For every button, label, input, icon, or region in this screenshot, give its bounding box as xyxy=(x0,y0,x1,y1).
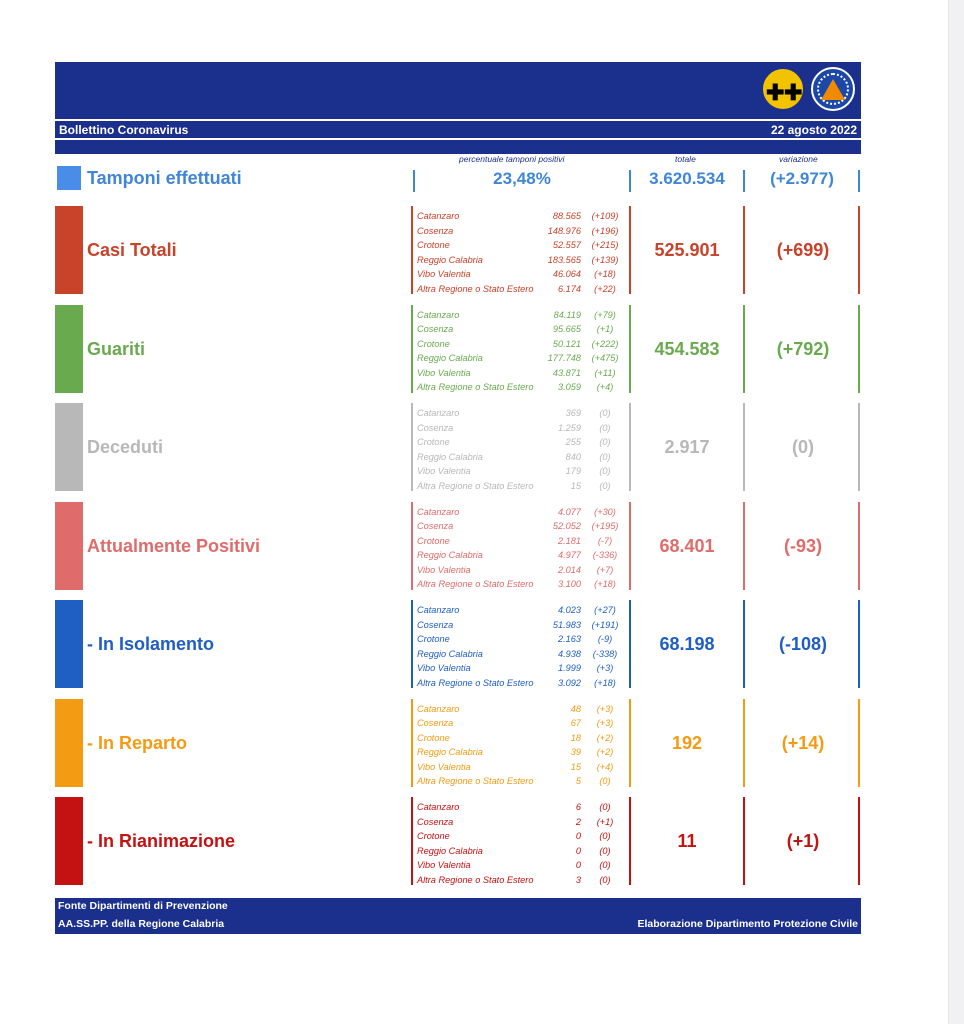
province-value: 3.100 xyxy=(558,579,581,589)
province-row xyxy=(411,800,631,815)
province-delta: (+1) xyxy=(596,324,614,334)
province-name: Cosenza xyxy=(417,324,454,334)
province-name: Vibo Valentia xyxy=(417,564,471,575)
province-delta: (+11) xyxy=(594,367,616,378)
province-row xyxy=(411,676,631,691)
category-color-bar xyxy=(55,600,83,688)
divider xyxy=(858,206,860,294)
province-value: 3.059 xyxy=(558,382,581,392)
category-row xyxy=(55,699,861,787)
province-value: 183.565 xyxy=(547,254,581,265)
province-row xyxy=(411,716,631,731)
province-name: Reggio Calabria xyxy=(417,845,483,856)
province-row xyxy=(411,844,631,859)
province-value: 177.748 xyxy=(547,353,581,363)
province-delta: (0) xyxy=(599,845,611,856)
bulletin-sheet xyxy=(55,62,861,930)
sub-bar xyxy=(55,138,861,154)
province-row xyxy=(411,479,631,494)
province-delta: (+195) xyxy=(591,521,619,531)
province-delta: (+27) xyxy=(594,605,616,615)
province-name: Reggio Calabria xyxy=(417,353,483,363)
province-delta: (+7) xyxy=(596,564,614,575)
province-delta: (+18) xyxy=(594,677,616,688)
province-row xyxy=(411,873,631,888)
bulletin-date: 22 agosto 2022 xyxy=(770,122,857,137)
category-label: - In Isolamento xyxy=(87,634,215,654)
province-name: Catanzaro xyxy=(417,802,460,812)
province-delta: (0) xyxy=(599,422,611,433)
province-value: 148.976 xyxy=(547,225,581,236)
province-name: Vibo Valentia xyxy=(417,269,471,279)
province-name: Cosenza xyxy=(417,422,454,433)
header-banner xyxy=(55,62,861,119)
province-row xyxy=(411,464,631,479)
province-row xyxy=(411,647,631,662)
footer xyxy=(55,898,861,934)
province-row xyxy=(411,380,631,395)
province-breakdown xyxy=(411,406,631,493)
province-delta: (0) xyxy=(599,776,611,786)
province-value: 50.121 xyxy=(552,338,581,349)
province-delta: (0) xyxy=(599,831,611,841)
divider xyxy=(858,797,860,885)
category-color-bar xyxy=(55,403,83,491)
province-name: Reggio Calabria xyxy=(417,451,483,462)
province-value: 6 xyxy=(575,802,581,812)
province-value: 179 xyxy=(565,466,581,476)
province-delta: (-336) xyxy=(592,550,618,560)
province-row xyxy=(411,702,631,717)
province-name: Crotone xyxy=(417,732,450,743)
province-row xyxy=(411,548,631,563)
province-row xyxy=(411,603,631,618)
title-bar xyxy=(55,119,861,138)
province-name: Crotone xyxy=(417,831,450,841)
province-row xyxy=(411,577,631,592)
footer-authority: AA.SS.PP. della Regione Calabria xyxy=(58,918,225,930)
category-change: (+1) xyxy=(786,831,820,851)
category-total: 192 xyxy=(671,732,703,753)
province-delta: (0) xyxy=(599,802,611,812)
province-name: Cosenza xyxy=(417,521,454,531)
province-delta: (+109) xyxy=(591,211,619,221)
province-row xyxy=(411,224,631,239)
category-label: Guariti xyxy=(87,338,146,359)
province-name: Reggio Calabria xyxy=(417,648,483,659)
category-row xyxy=(55,600,861,688)
logos xyxy=(761,67,855,111)
province-name: Cosenza xyxy=(417,718,454,728)
province-delta: (0) xyxy=(599,451,611,462)
category-change: (+14) xyxy=(781,732,825,753)
province-breakdown xyxy=(411,209,631,296)
province-delta: (+191) xyxy=(591,619,619,630)
tamponi-total: 3.620.534 xyxy=(649,169,725,188)
province-value: 43.871 xyxy=(552,367,581,378)
province-row xyxy=(411,731,631,746)
province-delta: (0) xyxy=(599,480,611,491)
province-name: Reggio Calabria xyxy=(417,254,483,265)
category-row xyxy=(55,305,861,393)
province-name: Crotone xyxy=(417,535,450,546)
category-change: (+792) xyxy=(776,338,830,359)
province-name: Cosenza xyxy=(417,816,454,827)
province-name: Altra Regione o Stato Estero xyxy=(417,874,534,885)
province-name: Altra Regione o Stato Estero xyxy=(417,283,534,294)
province-value: 6.174 xyxy=(558,283,581,294)
province-delta: (+3) xyxy=(596,718,614,728)
column-headers xyxy=(55,154,861,164)
province-name: Reggio Calabria xyxy=(417,747,483,757)
province-delta: (+196) xyxy=(591,225,619,236)
category-total: 454.583 xyxy=(654,338,720,359)
province-value: 4.023 xyxy=(558,605,581,615)
province-row xyxy=(411,829,631,844)
province-name: Vibo Valentia xyxy=(417,367,471,378)
province-value: 15 xyxy=(570,761,581,772)
province-breakdown xyxy=(411,702,631,789)
province-row xyxy=(411,618,631,633)
category-label: Deceduti xyxy=(87,437,164,457)
province-row xyxy=(411,435,631,450)
province-row xyxy=(411,406,631,421)
province-row xyxy=(411,505,631,520)
province-delta: (0) xyxy=(599,466,611,476)
province-name: Vibo Valentia xyxy=(417,860,471,870)
province-value: 1.259 xyxy=(558,422,581,433)
province-name: Catanzaro xyxy=(417,309,460,320)
province-value: 51.983 xyxy=(552,619,581,630)
province-delta: (-7) xyxy=(597,535,613,546)
bulletin-title: Bollettino Coronavirus xyxy=(59,122,189,137)
province-value: 1.999 xyxy=(558,663,581,673)
province-name: Catanzaro xyxy=(417,605,460,615)
province-delta: (+2) xyxy=(596,732,614,743)
province-delta: (+18) xyxy=(594,579,616,589)
province-value: 88.565 xyxy=(552,211,581,221)
category-change: (-108) xyxy=(778,634,827,654)
category-row xyxy=(55,797,861,885)
category-change: (+699) xyxy=(776,240,830,260)
province-name: Altra Regione o Stato Estero xyxy=(417,776,534,786)
province-name: Catanzaro xyxy=(417,703,460,714)
province-delta: (0) xyxy=(599,437,611,447)
tamponi-change: (+2.977) xyxy=(770,169,834,188)
province-row xyxy=(411,563,631,578)
province-delta: (-338) xyxy=(592,648,618,659)
province-delta: (0) xyxy=(599,408,611,418)
divider xyxy=(858,699,860,787)
category-label: - In Rianimazione xyxy=(87,831,236,851)
tamponi-row xyxy=(55,164,861,196)
province-delta: (0) xyxy=(599,860,611,870)
province-delta: (+3) xyxy=(596,663,614,673)
province-name: Catanzaro xyxy=(417,408,460,418)
province-row xyxy=(411,421,631,436)
province-name: Altra Regione o Stato Estero xyxy=(417,382,534,392)
province-breakdown xyxy=(411,800,631,887)
province-delta: (+3) xyxy=(596,703,614,714)
tamponi-swatch xyxy=(57,166,81,190)
protezione-civile-logo-icon xyxy=(811,67,855,111)
province-row xyxy=(411,450,631,465)
province-name: Vibo Valentia xyxy=(417,466,471,476)
category-color-bar xyxy=(55,699,83,787)
province-value: 5 xyxy=(575,776,581,786)
province-value: 3.092 xyxy=(558,677,581,688)
province-value: 18 xyxy=(570,732,581,743)
province-row xyxy=(411,534,631,549)
province-value: 52.557 xyxy=(552,240,581,250)
province-name: Catanzaro xyxy=(417,506,460,517)
province-delta: (0) xyxy=(599,874,611,885)
province-delta: (+215) xyxy=(591,240,619,250)
province-name: Altra Regione o Stato Estero xyxy=(417,480,534,491)
regione-calabria-emblem-icon: ✚ ✚ xyxy=(761,67,805,111)
category-label: Attualmente Positivi xyxy=(87,535,261,556)
province-value: 46.064 xyxy=(552,269,581,279)
province-name: Vibo Valentia xyxy=(417,663,471,673)
province-value: 52.052 xyxy=(552,521,581,531)
province-row xyxy=(411,308,631,323)
tamponi-positivity: 23,48% xyxy=(493,169,551,188)
province-row xyxy=(411,745,631,760)
province-row xyxy=(411,366,631,381)
category-total: 68.401 xyxy=(659,535,715,556)
province-row xyxy=(411,632,631,647)
province-delta: (+139) xyxy=(591,254,619,265)
province-value: 0 xyxy=(575,845,581,856)
category-label: Casi Totali xyxy=(87,240,177,260)
province-row xyxy=(411,267,631,282)
province-delta: (-9) xyxy=(597,634,613,644)
province-value: 2.163 xyxy=(558,634,581,644)
province-name: Crotone xyxy=(417,240,450,250)
category-change: (-93) xyxy=(783,535,822,556)
province-value: 0 xyxy=(575,860,581,870)
province-delta: (+79) xyxy=(594,309,616,320)
province-delta: (+4) xyxy=(596,761,614,772)
category-label: - In Reparto xyxy=(87,732,188,753)
province-row xyxy=(411,351,631,366)
province-row xyxy=(411,858,631,873)
province-breakdown xyxy=(411,308,631,395)
category-color-bar xyxy=(55,206,83,294)
province-row xyxy=(411,322,631,337)
divider xyxy=(858,403,860,491)
province-breakdown xyxy=(411,505,631,592)
province-value: 2.014 xyxy=(558,564,581,575)
footer-credit: Elaborazione Dipartimento Protezione Civile xyxy=(637,918,858,930)
province-delta: (+475) xyxy=(591,353,619,363)
category-total: 2.917 xyxy=(664,437,710,457)
province-value: 3 xyxy=(575,874,581,885)
province-value: 0 xyxy=(575,831,581,841)
category-color-bar xyxy=(55,502,83,590)
province-name: Altra Regione o Stato Estero xyxy=(417,579,534,589)
province-delta: (+22) xyxy=(594,283,616,294)
tamponi-label: Tamponi effettuati xyxy=(87,168,242,188)
province-delta: (+222) xyxy=(591,338,619,349)
province-row xyxy=(411,760,631,775)
province-breakdown xyxy=(411,603,631,690)
total-header: totale xyxy=(675,154,696,164)
category-color-bar xyxy=(55,797,83,885)
province-value: 4.938 xyxy=(558,648,581,659)
province-delta: (+1) xyxy=(596,816,614,827)
province-value: 255 xyxy=(565,437,581,447)
province-row xyxy=(411,774,631,789)
province-delta: (+30) xyxy=(594,506,616,517)
change-header: variazione xyxy=(779,154,818,164)
category-total: 68.198 xyxy=(659,634,715,654)
province-row xyxy=(411,282,631,297)
province-value: 48 xyxy=(570,703,581,714)
province-row xyxy=(411,238,631,253)
divider xyxy=(413,170,415,192)
province-row xyxy=(411,815,631,830)
province-value: 67 xyxy=(570,718,581,728)
province-name: Altra Regione o Stato Estero xyxy=(417,677,534,688)
province-name: Cosenza xyxy=(417,619,454,630)
province-row xyxy=(411,253,631,268)
province-delta: (+18) xyxy=(594,269,616,279)
province-name: Catanzaro xyxy=(417,211,460,221)
divider xyxy=(858,600,860,688)
scrollbar-track[interactable] xyxy=(948,0,964,1024)
province-name: Reggio Calabria xyxy=(417,550,483,560)
province-name: Crotone xyxy=(417,338,450,349)
footer-source: Fonte Dipartimenti di Prevenzione xyxy=(58,900,228,912)
province-name: Cosenza xyxy=(417,225,454,236)
province-row xyxy=(411,209,631,224)
province-value: 39 xyxy=(570,747,581,757)
category-total: 525.901 xyxy=(654,240,720,260)
category-change: (0) xyxy=(792,437,814,457)
province-value: 2 xyxy=(575,816,581,827)
province-name: Vibo Valentia xyxy=(417,761,471,772)
province-value: 2.181 xyxy=(558,535,581,546)
province-row xyxy=(411,661,631,676)
province-row xyxy=(411,519,631,534)
province-value: 369 xyxy=(565,408,581,418)
category-row xyxy=(55,403,861,491)
province-value: 4.977 xyxy=(558,550,581,560)
divider xyxy=(858,305,860,393)
province-value: 840 xyxy=(565,451,581,462)
positivity-header: percentuale tamponi positivi xyxy=(459,154,565,164)
province-value: 95.665 xyxy=(552,324,581,334)
province-name: Crotone xyxy=(417,437,450,447)
province-value: 4.077 xyxy=(558,506,581,517)
province-delta: (+2) xyxy=(596,747,614,757)
divider xyxy=(858,502,860,590)
province-delta: (+4) xyxy=(596,382,614,392)
category-color-bar xyxy=(55,305,83,393)
province-row xyxy=(411,337,631,352)
province-value: 84.119 xyxy=(553,309,581,320)
province-value: 15 xyxy=(570,480,581,491)
divider xyxy=(858,170,860,192)
province-name: Crotone xyxy=(417,634,450,644)
category-row xyxy=(55,206,861,294)
category-row xyxy=(55,502,861,590)
category-total: 11 xyxy=(677,831,697,851)
